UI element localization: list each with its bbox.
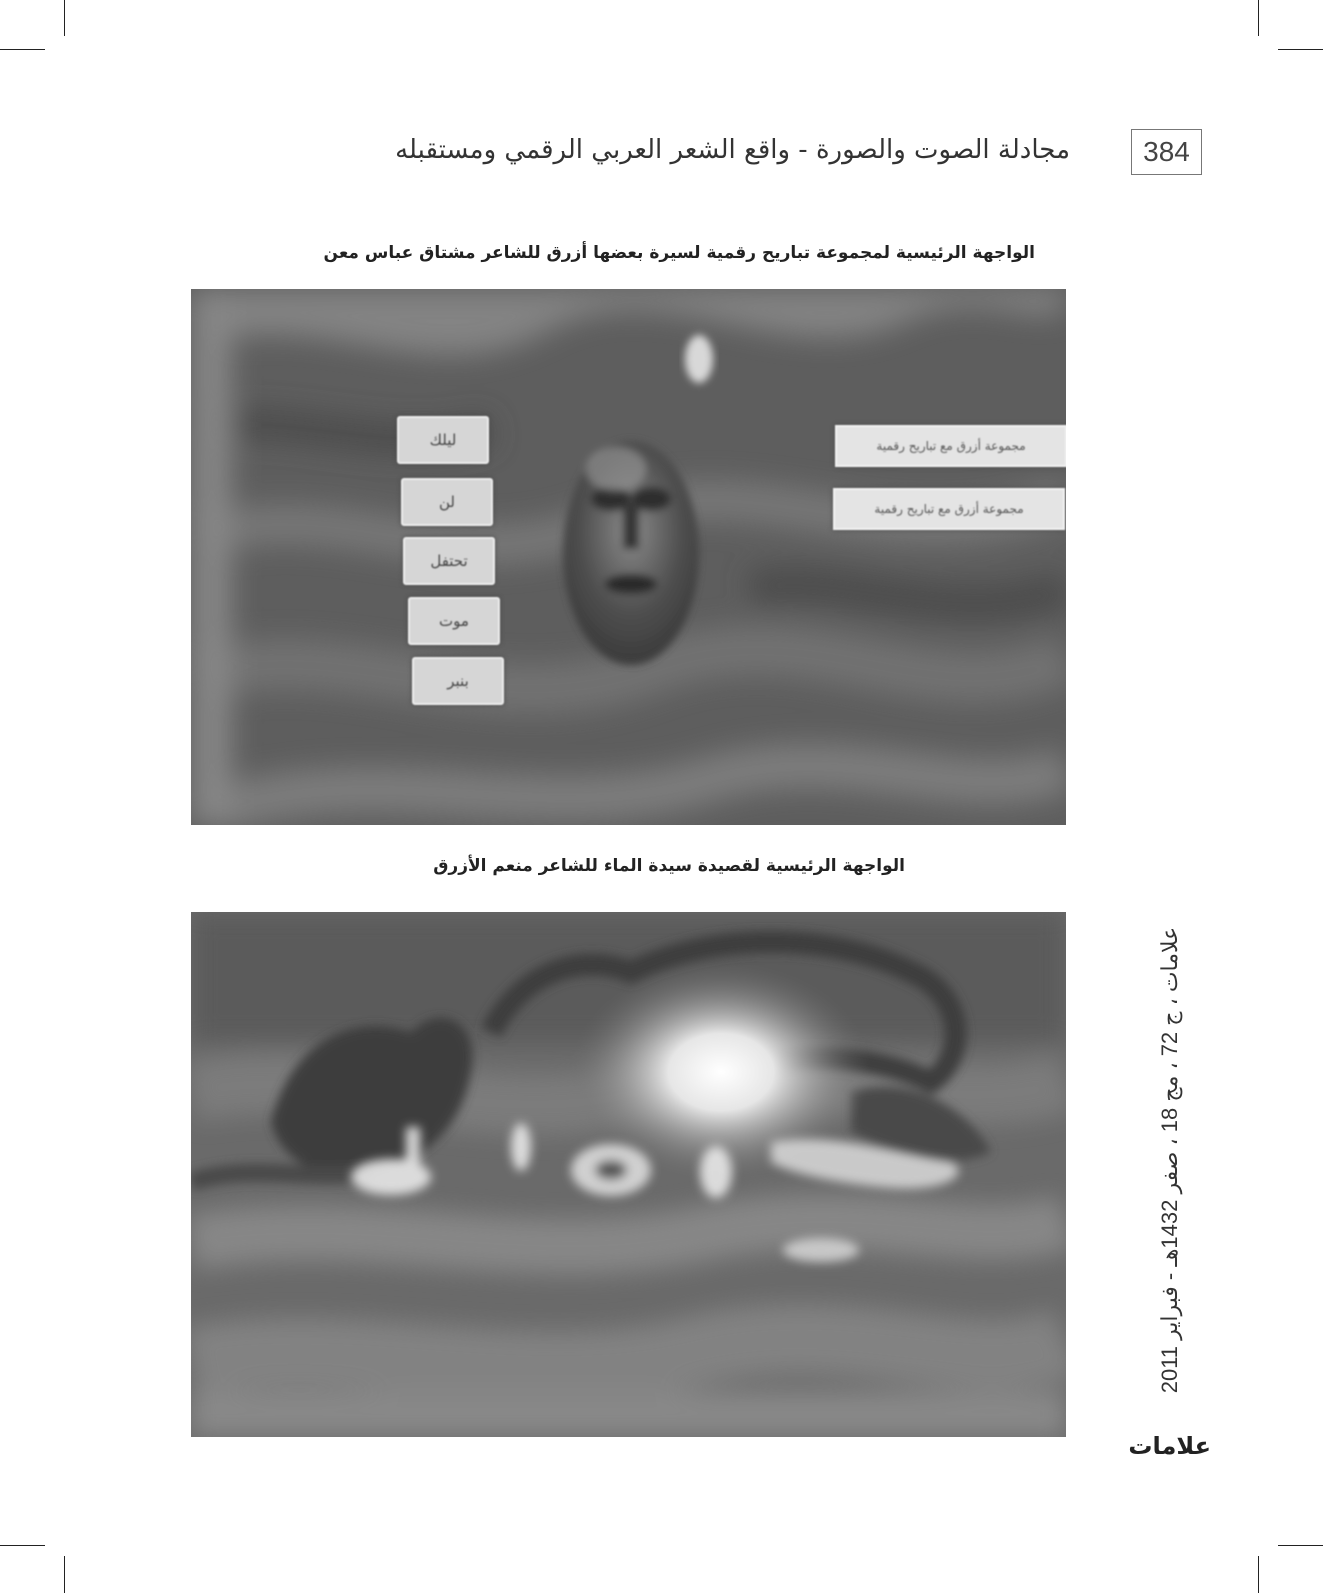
photo-1-background (191, 289, 1066, 825)
figure-caption-1: الواجهة الرئيسية لمجموعة تباريح رقمية لسيرة بعضها أزرق للشاعر مشتاق عباس معن (323, 243, 1035, 263)
journal-logo: علامات (1128, 1432, 1211, 1460)
crop-mark (64, 0, 65, 36)
menu-button-2: لن (401, 478, 493, 526)
crop-mark (1278, 1545, 1323, 1546)
link-bar-1: مجموعة أزرق مع تباريح رقمية (835, 425, 1066, 467)
link-bar-2: مجموعة أزرق مع تباريح رقمية (833, 488, 1065, 530)
crop-mark (64, 1556, 65, 1593)
crop-mark (1258, 0, 1259, 36)
crop-mark (1258, 1556, 1259, 1593)
journal-info-text: علامات ، ج 72 ، مج 18 ، صفر 1432هـ - فبراير 2011 (1157, 926, 1182, 1394)
figure-caption-2: الواجهة الرئيسية لقصيدة سيدة الماء للشاعر منعم الأزرق (433, 856, 905, 876)
crop-mark (0, 49, 45, 50)
menu-button-3: تحتفل (403, 537, 495, 585)
running-header-title: مجادلة الصوت والصورة - واقع الشعر العربي الرقمي ومستقبله (395, 135, 1070, 165)
journal-info-vertical (1156, 910, 1184, 1410)
menu-button-1: ليلك (397, 416, 489, 464)
menu-button-5: بنبر (412, 657, 504, 705)
crop-mark (0, 1545, 45, 1546)
figure-photo-1 (191, 289, 1066, 825)
photo-2-background (191, 912, 1066, 1437)
menu-button-4: موت (408, 597, 500, 645)
crop-mark (1278, 49, 1323, 50)
page-number: 384 (1131, 129, 1202, 175)
figure-photo-2 (191, 912, 1066, 1437)
